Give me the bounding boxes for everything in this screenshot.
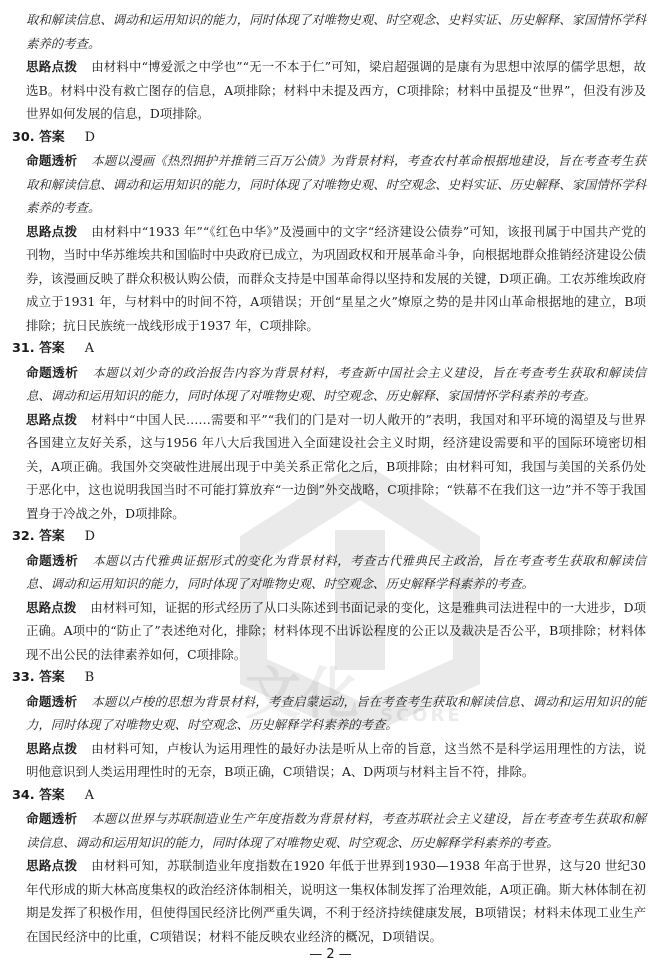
- answer-heading: 30. 答案 D: [12, 129, 95, 145]
- hint: 思路点拨 由材料可知，卢梭认为运用理性的最好办法是听从上帝的旨意，这当然不是科学运用理性的方法，说明他意识到人类运用理性时的无奈，B项正确，C项错误；A、D两项与材料主旨不符，排除。: [26, 740, 647, 779]
- watermark-text: 文化: [245, 662, 361, 727]
- question-30: [12, 126, 647, 338]
- q29-hint: [26, 55, 646, 126]
- question-31: [12, 337, 647, 525]
- watermark-subtext: SCORE: [380, 705, 463, 726]
- analysis: 命题透析 本题以漫画《热烈拥护并推销三百万公债》为背景材料，考查农村革命根据地建设，旨在考查考生获取和解读信息、调动和运用知识的能力，同时体现了对唯物史观、时空观念、史料实证、历史解释、家国情怀学科素养的考查。: [26, 153, 647, 215]
- hint: 思路点拨 由材料可知，证据的形式经历了从口头陈述到书面记录的变化，这是雅典司法进程中的一大进步，D项正确。A项中的“防止了”表述绝对化，排除；材料体现不出诉讼程度的公正以及裁决是否公平，B项排除；材料体现不出公民的法律素养如何，C项排除。: [26, 599, 647, 662]
- analysis: 命题透析 本题以世界与苏联制造业生产年度指数为背景材料，考查苏联社会主义建设，旨在考查考生获取和解读信息、调动和运用知识的能力，同时体现了对唯物史观、时空观念、历史解释学科素养的考查。: [26, 811, 647, 850]
- answer-letter: A: [84, 341, 94, 356]
- analysis: 命题透析 本题以刘少奇的政治报告内容为背景材料，考查新中国社会主义建设，旨在考查考生获取和解读信息、调动和运用知识的能力，同时体现了对唯物史观、时空观念、历史解释、家国情怀学科素养的考查。: [26, 364, 647, 403]
- hint-label: 思路点拨: [26, 59, 78, 74]
- answer-heading: 32. 答案 D: [12, 529, 95, 544]
- answer-letter: A: [84, 787, 94, 803]
- answer-content: [12, 8, 647, 948]
- hint: 思路点拨 由材料可知，苏联制造业年度指数在1920 年低于世界到1930—1938 年高于世界，这与20 世纪30 年代形成的斯大林高度集权的政治经济体制相关，说明这一集权体制发挥了治理效能，A项正确。斯大林体制在初期是发挥了积极作用，但使得国民经济比例严重失调，不利于经济持续健康发展，B项错误；材料未体现工业生产在国民经济中的比重，C项错误；材料不能反映农业经济的概况，D项错误。: [26, 858, 647, 944]
- question-33: [12, 666, 647, 784]
- prev-analysis-tail: 取和解读信息、调动和运用知识的能力，同时体现了对唯物史观、时空观念、史料实证、历史解释、家国情怀学科素养的考查。: [26, 12, 646, 51]
- question-34: [12, 784, 647, 949]
- answer-heading: 31. 答案 A: [12, 341, 94, 356]
- hint: 思路点拨 由材料中“1933 年”“《红色中华》”及漫画中的文字“经济建设公债券”可知，该报刊属于中国共产党的刊物，当时中华苏维埃共和国临时中央政府已成立，为巩固政权和开展革命斗争，向根据地群众推销经济建设公债券，该漫画反映了群众积极认购公债，而群众支持是中国革命得以坚持和发展的关键，D项正确。工农苏维埃政府成立于1931 年，与材料中的时间不符，A项错误；开创“星星之火”燎原之势的是井冈山革命根据地的建立，B项排除；抗日民族统一战线形成于1937 年，C项排除。: [26, 223, 647, 333]
- answer-letter: D: [84, 529, 95, 544]
- analysis: 命题透析 本题以古代雅典证据形式的变化为背景材料，考查古代雅典民主政治，旨在考查考生获取和解读信息、调动和运用知识的能力，同时体现了对唯物史观、时空观念、历史解释学科素养的考查。: [26, 552, 647, 591]
- answer-heading: 33. 答案 B: [12, 670, 95, 685]
- hint-text: 由材料中“博爱派之中学也”“无一不本于仁”可知，梁启超强调的是康有为思想中浓厚的儒学思想，故选B。材料中没有救亡图存的信息，A项排除；材料中未提及西方，C项排除；材料中虽提及“世界”，但没有涉及世界如何发展的信息，D项排除。: [26, 59, 646, 121]
- answer-heading: 34. 答案 A: [12, 787, 94, 803]
- hint: 思路点拨 材料中“中国人民……需要和平”“我们的门是对一切人敞开的”表明，我国对和平环境的渴望及与世界各国建立友好关系，这与1956 年八大后我国进入全面建设社会主义时期，经济建设需要和平的国际环境密切相关，A项正确。我国外交突破性进展出现于中美关系正常化之后，B项排除；由材料可知，我国与美国的关系仍处于恶化中，这也说明我国当时不可能打算放弃“一边倒”外交战略，C项排除；“铁幕不在我们这一边”并不等于我国置身于冷战之外，D项排除。: [26, 411, 646, 521]
- page-number: — 2 —: [309, 947, 352, 962]
- analysis: 命题透析 本题以卢梭的思想为背景材料，考查启蒙运动，旨在考查考生获取和解读信息、调动和运用知识的能力，同时体现了对唯物史观、时空观念、历史解释学科素养的考查。: [26, 693, 647, 732]
- answer-letter: B: [84, 670, 95, 685]
- answer-letter: D: [84, 129, 95, 145]
- question-32: [12, 525, 647, 666]
